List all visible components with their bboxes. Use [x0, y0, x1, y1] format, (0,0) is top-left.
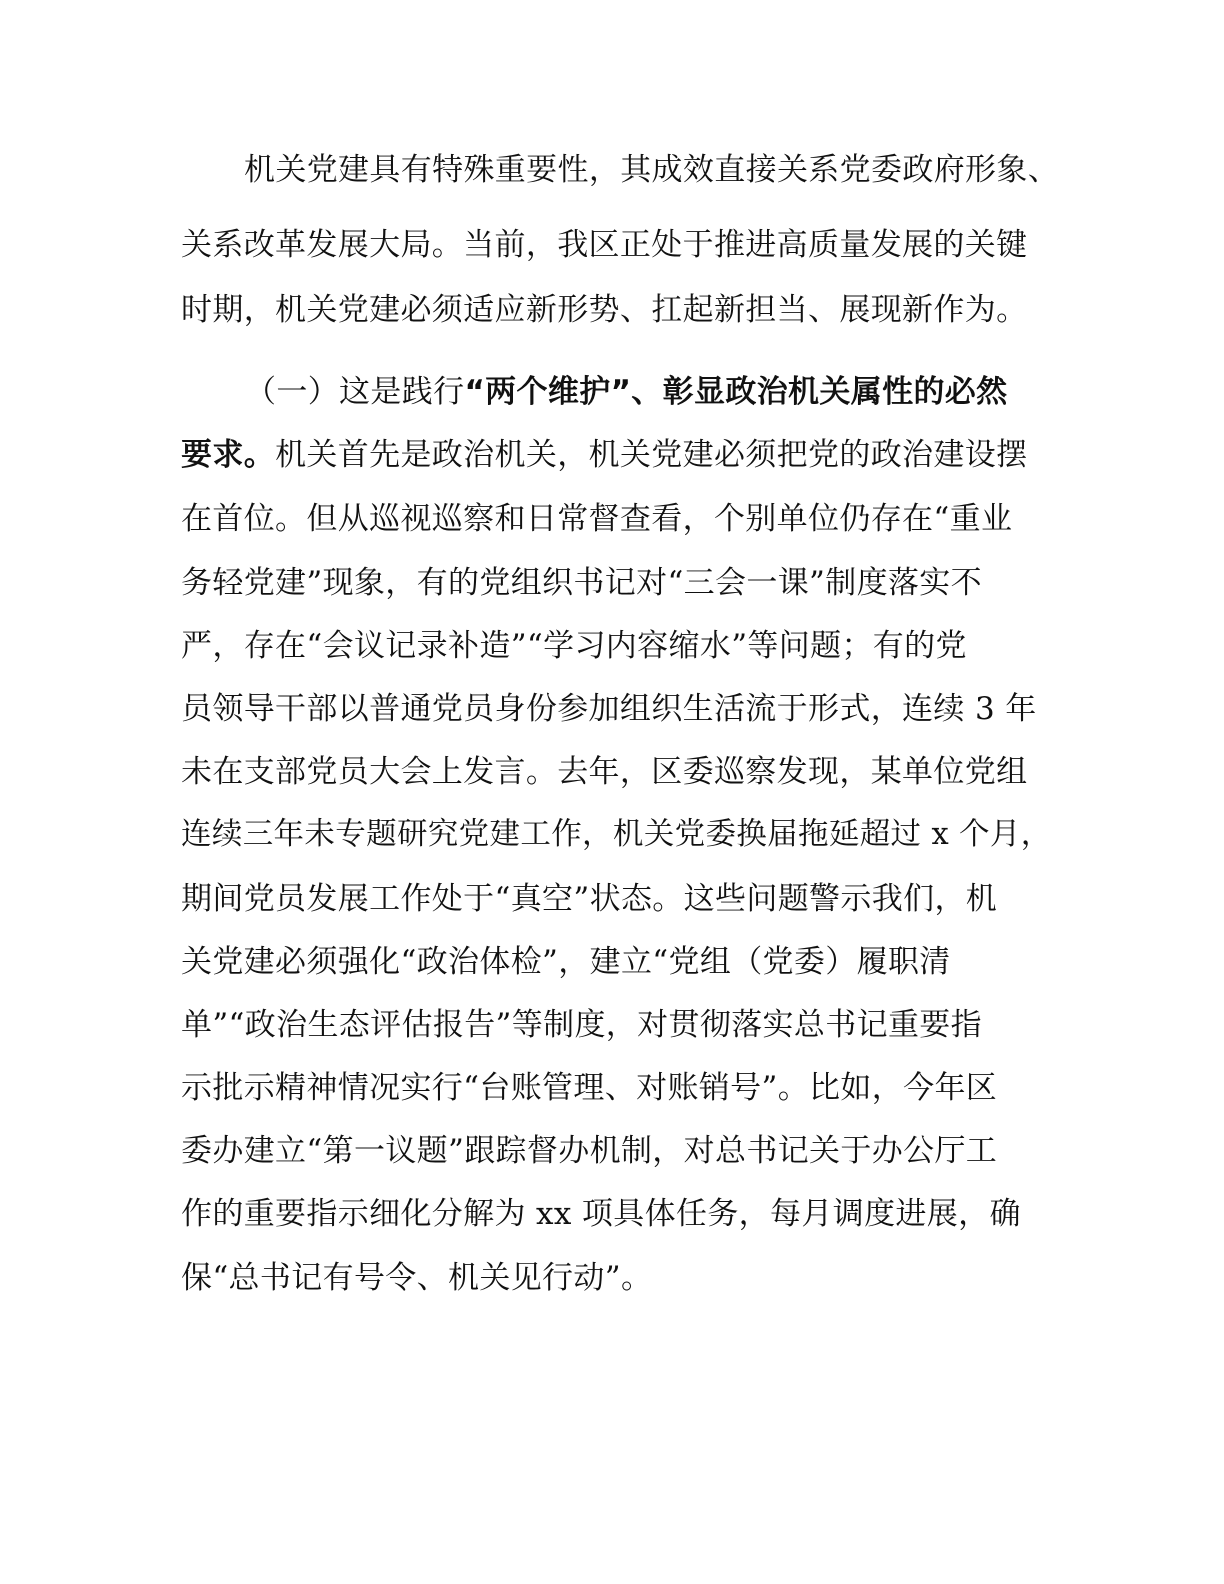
- section-1-line-2-body: 机关首先是政治机关，机关党建必须把党的政治建设摆: [275, 437, 1028, 473]
- section-1-line-11: 单”“政治生态评估报告”等制度，对贯彻落实总书记重要指: [181, 1007, 982, 1043]
- paragraph-1-line-1: 机关党建具有特殊重要性，其成效直接关系党委政府形象、: [244, 152, 1060, 188]
- section-1-line-15: 保“总书记有号令、机关见行动”。: [181, 1260, 653, 1296]
- section-1-heading-line: [245, 372, 1065, 412]
- paragraph-1-line-3: 时期，机关党建必须适应新形势、扛起新担当、展现新作为。: [181, 292, 1028, 328]
- paragraph-1-line-2: 关系改革发展大局。当前，我区正处于推进高质量发展的关键: [181, 227, 1028, 263]
- section-1-line-8: 连续三年未专题研究党建工作，机关党委换届拖延超过 x 个月，: [181, 817, 1052, 852]
- section-1-line-9: 期间党员发展工作处于“真空”状态。这些问题警示我们，机: [181, 881, 998, 917]
- section-1-line-10: 关党建必须强化“政治体检”，建立“党组（党委）履职清: [181, 944, 951, 980]
- section-heading-part-1: “两个维护”、彰显政治机关属性的必然: [464, 374, 1008, 410]
- section-1-line-4: 务轻党建”现象，有的党组织书记对“三会一课”制度落实不: [181, 565, 982, 601]
- section-1-line-13: 委办建立“第一议题”跟踪督办机制，对总书记关于办公厅工: [181, 1133, 998, 1169]
- section-1-line-2: [181, 435, 1061, 475]
- section-1-line-14: 作的重要指示细化分解为 xx 项具体任务，每月调度进展，确: [181, 1196, 1021, 1232]
- section-1-line-3: 在首位。但从巡视巡察和日常督查看，个别单位仍存在“重业: [181, 501, 1013, 537]
- section-1-line-5: 严，存在“会议记录补造”“学习内容缩水”等问题；有的党: [181, 628, 967, 664]
- section-1-line-6: 员领导干部以普通党员身份参加组织生活流于形式，连续 3 年: [181, 691, 1037, 727]
- section-number: （一）这是践行: [245, 374, 465, 410]
- section-heading-part-2: 要求。: [181, 437, 276, 473]
- section-1-line-12: 示批示精神情况实行“台账管理、对账销号”。比如，今年区: [181, 1070, 998, 1106]
- section-1-line-7: 未在支部党员大会上发言。去年，区委巡察发现，某单位党组: [181, 754, 1028, 790]
